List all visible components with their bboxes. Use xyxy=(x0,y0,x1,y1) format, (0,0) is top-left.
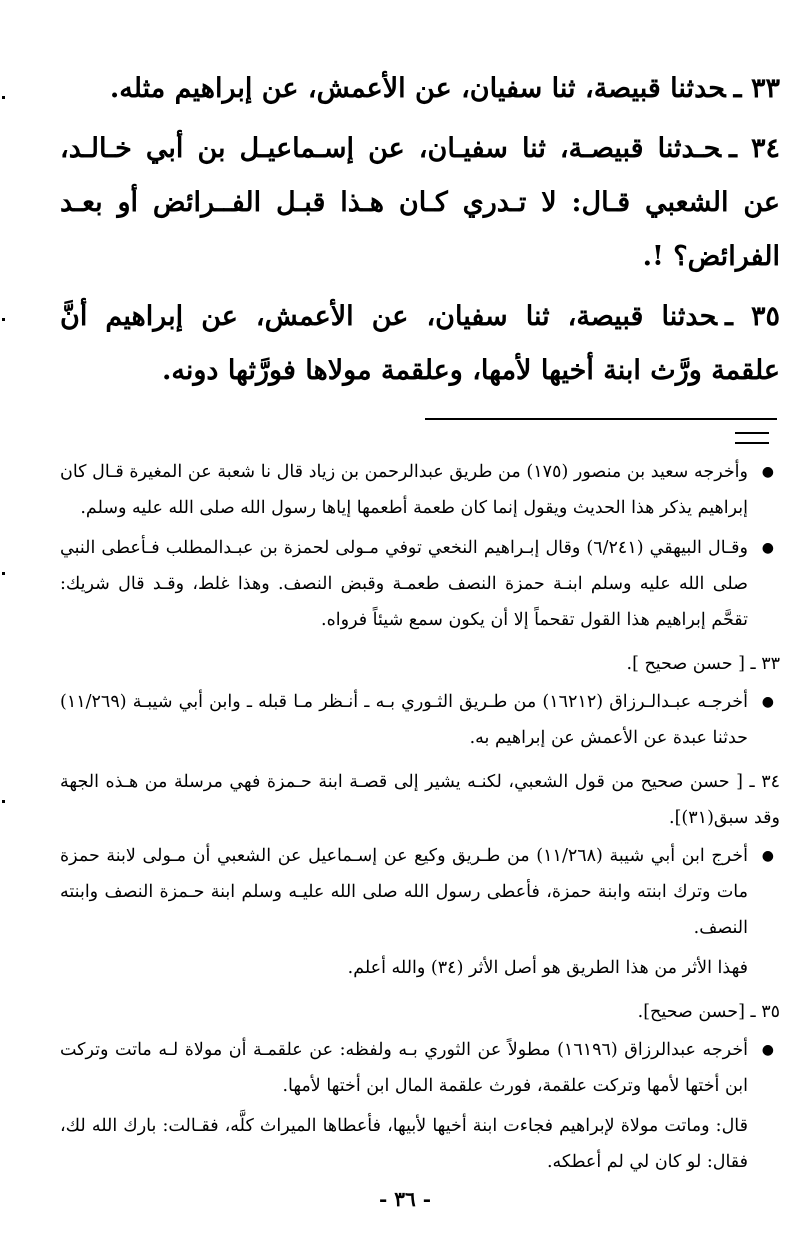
footnote-paragraph: فهذا الأثر من هذا الطريق هو أصل الأثر (٣٤) والله أعلم. xyxy=(347,958,748,978)
footnote-heading-34: ٣٤ ـ [ حسن صحيح من قول الشعبي، لكنـه يشير إلى قصـة ابنة حـمزة فهي مرسلة من هـذه الجهة وقد سبق(٣١)]. xyxy=(60,772,780,828)
narration-34 xyxy=(60,122,780,284)
footnote-bullet: ● أخرجه عبدالرزاق (١٦١٩٦) مطولاً عن الثوري بـه ولفظه: عن علقمـة أن مولاة لـه ماتت وتركت ابن أختها لأمها وتركت علقمة، فورث علقمة المال ابن أختها لأمها. xyxy=(60,1032,780,1104)
scan-mark xyxy=(2,572,5,575)
narration-text: حدثنا قبيصة، ثنا سفيان، عن الأعمش، عن إبراهيم أنَّ علقمة ورَّث ابنة أخيها لأمها، وعلقمة مولاها فورَّثها دونه. xyxy=(60,301,780,386)
footnote-bullet: ● وقـال البيهقي (٦/٢٤١) وقال إبـراهيم النخعي توفي مـولى لحمزة بن عبـدالمطلب فـأعطى النبي صلى الله عليه وسلم ابنـة حمزة النصف طعمـة وقبض النصف. وهذا غلط، وقـد قال شريك: تقحَّم إبراهيم هذا القول تقحماً إلا أن يكون سمع شيئاً فرواه. xyxy=(60,530,780,638)
scan-mark xyxy=(2,96,5,99)
narration-35 xyxy=(60,290,780,398)
footnote-bullet: ● أخرجـه عبـدالـرزاق (١٦٢١٢) من طـريق الثـوري بـه ـ أنـظر مـا قبله ـ وابن أبي شيبـة (١١/٢٦٩) حدثنا عبدة عن الأعمش عن إبراهيم به. xyxy=(60,684,780,756)
narration-text: حدثنا قبيصة، ثنا سفيان، عن الأعمش، عن إبراهيم مثله. xyxy=(109,73,726,104)
page-number: - ٣٦ - xyxy=(378,1187,431,1211)
scan-mark xyxy=(2,800,5,803)
footnote-bullet: ● وأخرجه سعيد بن منصور (١٧٥) من طريق عبدالرحمن بن زياد قال نا شعبة عن المغيرة قـال كان إبراهيم يذكر هذا الحديث ويقول إنما كان طعمة أطعمها إياها رسول الله صلى الله عليه وسلم. xyxy=(60,454,780,526)
narration-number: ٣٥ ـ xyxy=(725,301,780,332)
footnote-heading-33: ٣٣ ـ [ حسن صحيح ]. xyxy=(626,654,780,674)
double-rule-mark xyxy=(735,432,769,444)
footnote-heading-35: ٣٥ ـ [حسن صحيح]. xyxy=(637,1002,780,1022)
scan-mark xyxy=(2,318,5,321)
main-text xyxy=(60,62,780,404)
footnote-bullet: ● أخرج ابن أبي شيبة (١١/٢٦٨) من طـريق وكيع عن إسـماعيل عن الشعبي أن مـولى لابنة حمزة مات وترك ابنته وابنة حمزة، فأعطى رسول الله صلى الله عليـه وسلم ابنة حـمزة النصف وابنته النصف. xyxy=(60,838,780,946)
footnote-separator xyxy=(425,418,777,420)
footnotes xyxy=(60,454,780,1182)
narration-33 xyxy=(60,62,780,116)
narration-number: ٣٣ ـ xyxy=(733,73,780,104)
narration-text: حـدثنا قبيصـة، ثنا سفيـان، عن إسـماعيـل بن أبي خـالـد، عن الشعبي قـال: لا تـدري كـان هـذا قبـل الفــرائض أو بعـد الفرائض؟ !. xyxy=(60,133,780,272)
narration-number: ٣٤ ـ xyxy=(729,133,780,164)
footnote-paragraph: قال: وماتت مولاة لإبراهيم فجاءت ابنة أخيها لأبيها، فأعطاها الميراث كلَّه، فقـالت: بارك الله لك، فقال: لو كان لي لم أعطكه. xyxy=(60,1116,748,1172)
